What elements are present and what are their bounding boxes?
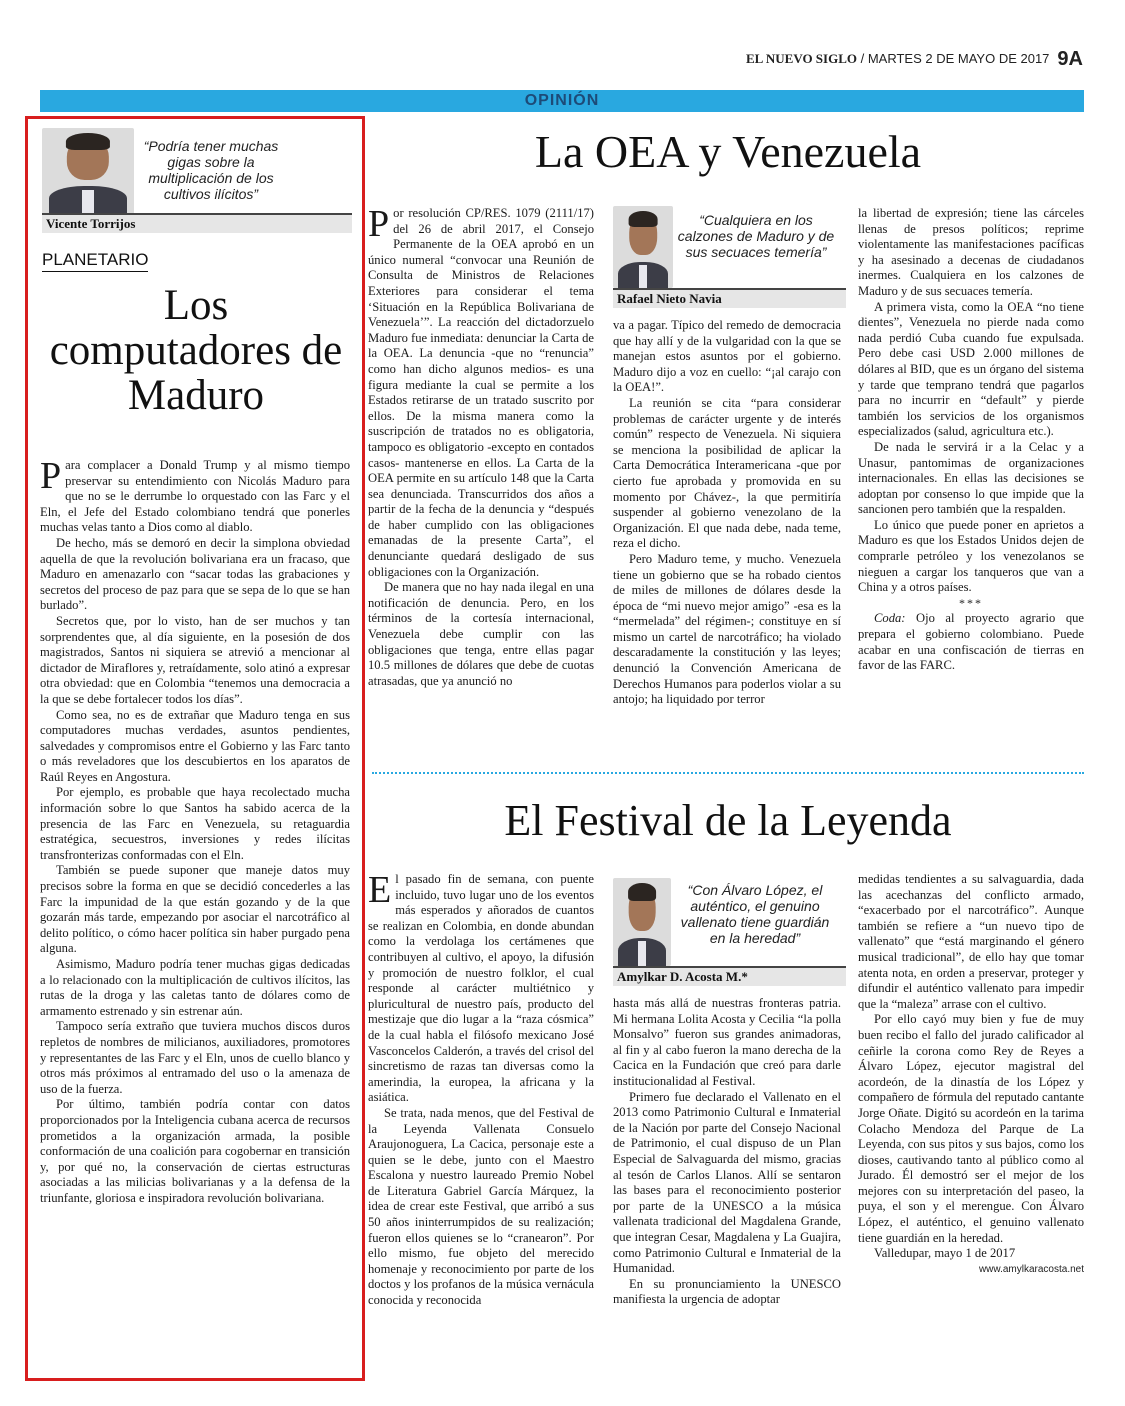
article-body-col1 xyxy=(368,203,594,689)
author-photo-nieto xyxy=(613,206,673,288)
paragraph: Secretos que, por lo visto, han de ser muchos y tan sorprendentes que, al día siguiente, en la posesión de dos magistrados, Santos ni siquiera se atrevió a mencionar al dictador de Miraflores y, retraídamente, solo atinó a expresar otra obviedad: que en Colombia “tenemos una democracia a la que se debe fortalecer todos los días”. xyxy=(40,613,350,706)
author-photo-torrijos xyxy=(42,128,134,214)
section-label: OPINIÓN xyxy=(524,92,600,109)
paragraph: De nada le servirá ir a la Celac y a Unasur, pantomimas de organizaciones internacionales. En ellas las decisiones se adoptan por consenso lo que impide que la sancionen pero también que la respalden. xyxy=(858,439,1084,517)
issue-date: / MARTES 2 DE MAYO DE 2017 xyxy=(857,51,1050,66)
paragraph: Primero fue declarado el Vallenato en el 2013 como Patrimonio Cultural e Inmaterial de la Nación por parte del Consejo Nacional de Patrimonio, el cual dispuso de un Plan Especial de Salvaguarda del mismo, gracias al tesón de Carlos Llanos. Allí se sentaron las bases para el reconocimiento posterior por parte de la UNESCO a la música vallenata tradicional del Magdalena Grande, que integran Cesar, Magdalena y La Guajira, como Patrimonio Cultural e Inmaterial de la Humanidad. xyxy=(613,1089,841,1276)
article-body-col2 xyxy=(613,996,841,1308)
article-body-col1 xyxy=(368,869,594,1309)
drop-cap: E xyxy=(368,869,392,911)
paragraph: A primera vista, como la OEA “no tiene dientes”, Venezuela no pierde nada como nada perdió Cuba cuando fue expulsada. Pero debe casi USD 2.000 millones de dólares al BID, que es un órgano del sistema y tarde que temprano tendrá que pagarlos para no incurrir en “default” y pierde también los servicios de los organismos especializados (salud, agricultura etc.). xyxy=(858,299,1084,439)
paragraph: Tampoco sería extraño que tuviera muchos discos duros repletos de nombres de milicianos, auxiliadores, promotores y representantes de las Farc y el Eln, unos de cuello blanco y otros más próximos al entramado del uso o la amenaza de uso de la fuerza. xyxy=(40,1019,350,1096)
section-bar xyxy=(40,90,1084,112)
author-byline: Rafael Nieto Navia xyxy=(613,288,846,308)
paragraph: De manera que no hay nada ilegal en una notificación de denuncia. Pero, en los términos de la cortesía internacional, Venezuela debe cumplir con las obligaciones que tenga, entre ellas pagar 10.5 millones de dólares que debe de cuotas atrasadas, que ya anunció no xyxy=(368,580,594,688)
paragraph: Lo único que puede poner en aprietos a Maduro es que los Estados Unidos dejen de comprarle petróleo y los venezolanos se nieguen a cargar los tanqueros que van a China y a otros países. xyxy=(858,517,1084,595)
article-headline: El Festival de la Leyenda xyxy=(504,796,952,845)
pull-quote: “Cualquiera en los calzones de Maduro y de sus secuaces temería” xyxy=(677,212,835,260)
masthead xyxy=(746,48,1083,71)
paragraph: Asimismo, Maduro podría tener muchas gigas dedicadas a lo relacionado con la multiplicación de cultivos ilícitos, las rutas de la droga y las caletas tanto de dólares como de armamento estrenado y sin estrenar aún. xyxy=(40,957,350,1018)
coda-text: Ojo al proyecto agrario que prepara el gobierno colombiano. Puede acabar en una confiscación de tierras en favor de las FARC. xyxy=(858,611,1084,673)
paragraph: Por ejemplo, es probable que haya recolectado mucha información sobre lo que Santos ha sabido acerca de la presencia de las Farc en Venezuela, su retaguardia estratégica, secuestros, inversiones y redes ilícitas transfronterizas conformadas con el Eln. xyxy=(40,785,350,862)
paragraph: También se puede suponer que maneje datos muy precisos sobre la forma en que se decidió concederles a las Farc la impunidad de la que están gozando y de la que gozarán más tarde, empezando por asociar el narcotráfico al delito político, o cómo hacer política sin haber purgado pena alguna. xyxy=(40,863,350,956)
paragraph: Por ello cayó muy bien y fue de muy buen recibo el fallo del jurado calificador al ceñirle la corona como Rey de Reyes a Álvaro López, ejecutor magistral del acordeón, de la dinastía de los López y compañero de fórmula del reputado cantante Jorge Oñate. Digitó su acordeón en la tarima Colacho Mendoza del Parque de La Leyenda, con sus pitos y sus bajos, como los dioses, cautivando tanto al público como al Jurado. Él demostró ser el mejor de los mejores con su interpretación del paseo, la puya, el son y el merengue. Con Álvaro López, el auténtico, el genuino vallenato tiene guardián en la heredad. xyxy=(858,1012,1084,1245)
drop-cap: P xyxy=(368,203,390,245)
newspaper-name: EL NUEVO SIGLO xyxy=(746,51,857,66)
separator-stars: *** xyxy=(959,595,983,610)
dateline: Valledupar, mayo 1 de 2017 xyxy=(874,1246,1016,1261)
paragraph: va a pagar. Típico del remedo de democracia que hay allí y de la vulgaridad con la que se manejan estos asuntos por el gobierno. Maduro dijo a voz en cuello: “¡al carajo con la OEA!”. xyxy=(613,318,841,395)
paragraph: De hecho, más se demoró en decir la simplona obviedad aquella de que la revolución bolivariana era un fracaso, que Maduro en amenazarlo con “sacar todas las grabaciones y secretos del proceso de paz para que se sepa de lo que se han burlado”. xyxy=(40,535,350,613)
paragraph: En su pronunciamiento la UNESCO manifiesta la urgencia de adoptar xyxy=(613,1276,841,1307)
article-divider xyxy=(372,772,1084,774)
coda-label: Coda: xyxy=(874,611,906,626)
paragraph: medidas tendientes a su salvaguardia, dada las acechanzas del conflicto armado, “exacerbado por el narcotráfico”. Aunque también se refiere a “un nuevo tipo de vallenato” que “está marginando el género musical tradicional”, de ello hay que tomar atenta nota, en orden a preservar, proteger y difundir el auténtico vallenato para impedir que la “maleza” arrase con el cultivo. xyxy=(858,872,1084,1011)
author-website: www.amylkaracosta.net xyxy=(978,1263,1084,1275)
article-body-col3 xyxy=(858,206,1084,674)
drop-cap: P xyxy=(40,455,62,497)
column-kicker: PLANETARIO xyxy=(42,250,148,272)
author-byline: Vicente Torrijos xyxy=(42,213,352,233)
paragraph: hasta más allá de nuestras fronteras patria. Mi hermana Lolita Acosta y Cecilia “la polla Monsalvo” fueron sus grandes animadoras, al fin y al cabo fueron la mano derecha de la Cacica en la Fundación que creó para darle institucionalidad al Festival. xyxy=(613,996,841,1088)
paragraph: Como sea, no es de extrañar que Maduro tenga en sus computadores muchas verdades, asuntos pendientes, salvedades y compromisos entre el Gobierno y las Farc tanto o más reveladores que los descubiertos en los aparatos de Raúl Reyes en Angostura. xyxy=(40,707,350,784)
paragraph: Pero Maduro teme, y mucho. Venezuela tiene un gobierno que se ha robado cientos de miles de millones de dólares desde la época de “mi nuevo mejor amigo” -esa es la “mermelada” del régimen-; constituye en sí mismo un cartel de narcotráfico; ha violado descaradamente la constitución y las leyes; denunció la Convención Americana de Derechos Humanos para poderlos violar a su antojo; ha liquidado por terror xyxy=(613,551,841,707)
author-photo-acosta xyxy=(613,878,671,966)
pull-quote: “Podría tener muchas gigas sobre la multiplicación de los cultivos ilícitos” xyxy=(143,138,279,202)
paragraph: La reunión se cita “para considerar problemas de carácter urgente y de interés común” respecto de Venezuela. Ni siquiera se menciona la posibilidad de aplicar la Carta Democrática Interamericana -que por cierto fue aprobada y promovida en su momento por Chávez-, la que permitiría suspender al gobierno venezolano de la Organización. El que nada debe, nada teme, reza el dicho. xyxy=(613,395,841,551)
article-headline: Los computadores de Maduro xyxy=(49,282,343,420)
paragraph: la libertad de expresión; tiene las cárceles llenas de presos políticos; reprime violentamente las manifestaciones pacíficas y ha asesinado a decenas de ciudadanos inermes. Cualquiera en los calzones de Maduro y de sus secuaces temería. xyxy=(858,206,1084,298)
author-byline: Amylkar D. Acosta M.* xyxy=(613,966,846,986)
article-body xyxy=(40,455,350,1207)
article-body-col2 xyxy=(613,318,841,708)
paragraph: or resolución CP/RES. 1079 (2111/17) del 26 de abril 2017, el Consejo Permanente de la OEA aprobó en un único numeral “convocar una Reunión de Consulta de Ministros de Relaciones Exteriores para considerar el tema ‘Situación en la República Bolivariana de Venezuela’”. La reacción del dictadorzuelo Maduro fue inmediata: denunciar la Carta de la OEA. La denuncia -que no “renuncia” como han dicho algunos medios- es una figura mediante la cual se permite a los Estados retirarse de un tratado suscrito por ellos. De la misma manera como la suscripción de tratados no es obligatoria, tampoco es obligatorio -excepto en contados casos- mantenerse en ellos. La Carta de la OEA permite en su artículo 148 que la Carta sea denunciada. Transcurridos dos años a partir de la fecha de la denuncia y “después de haber cumplido con las obligaciones emanadas de la presente Carta”, el denunciante quedará desligado de sus obligaciones con la Organización. xyxy=(368,206,594,579)
pull-quote: “Con Álvaro López, el auténtico, el genuino vallenato tiene guardián en la heredad” xyxy=(680,882,830,946)
paragraph: ara complacer a Donald Trump y al mismo tiempo preservar su entendimiento con Nicolás Maduro para que no se le derrumbe lo orquestado con las Farc y el Eln, el Jefe del Estado colombiano tendrá que ponerles muchas velas tanto a Dios como al diablo. xyxy=(40,458,350,535)
paragraph: Se trata, nada menos, que del Festival de la Leyenda Vallenata Consuelo Araujonoguera, La Cacica, personaje este a quien se le debe, junto con el Maestro Escalona y nuestro laureado Premio Nobel de Literatura Gabriel García Márquez, la idea de crear este Festival, que arribó a sus 50 años ininterrumpidos de su realización; fueron ellos quienes se lo “cranearon”. Por ello mismo, fue objeto del merecido homenaje y reconocimiento por parte de los doctos y los profanos de la música vernácula conocida y reconocida xyxy=(368,1105,594,1308)
paragraph: Por último, también podría contar con datos proporcionados por la Inteligencia cubana acerca de recursos prometidos a la organización armada, la posible conformación de una coalición para cogobernar en transición y, por qué no, la conservación de ciertas estructuras asociadas a las milicias bolivarianas y a la defensa de la triunfante, gloriosa e inspiradora revolución bolivariana. xyxy=(40,1097,350,1205)
article-body-col3 xyxy=(858,872,1084,1277)
page-number: 9A xyxy=(1057,48,1083,70)
paragraph: l pasado fin de semana, con puente incluido, tuvo lugar uno de los eventos más esperados y añorados de cuantos se realizan en Colombia, en donde abundan como la verdolaga los certámenes que contribuyen al cultivo, el apoyo, la difusión y promoción de nuestro folklor, el cual responde al carácter multiétnico y pluricultural de nuestro país, producto del mestizaje que dio lugar a la “raza cósmica” de la cual habla el filósofo mexicano José Vasconcelos Calderón, a través del crisol del sincretismo de razas tan diversas como la amerindia, la europea, la africana y la asiática. xyxy=(368,872,594,1105)
article-headline: La OEA y Venezuela xyxy=(534,126,922,177)
